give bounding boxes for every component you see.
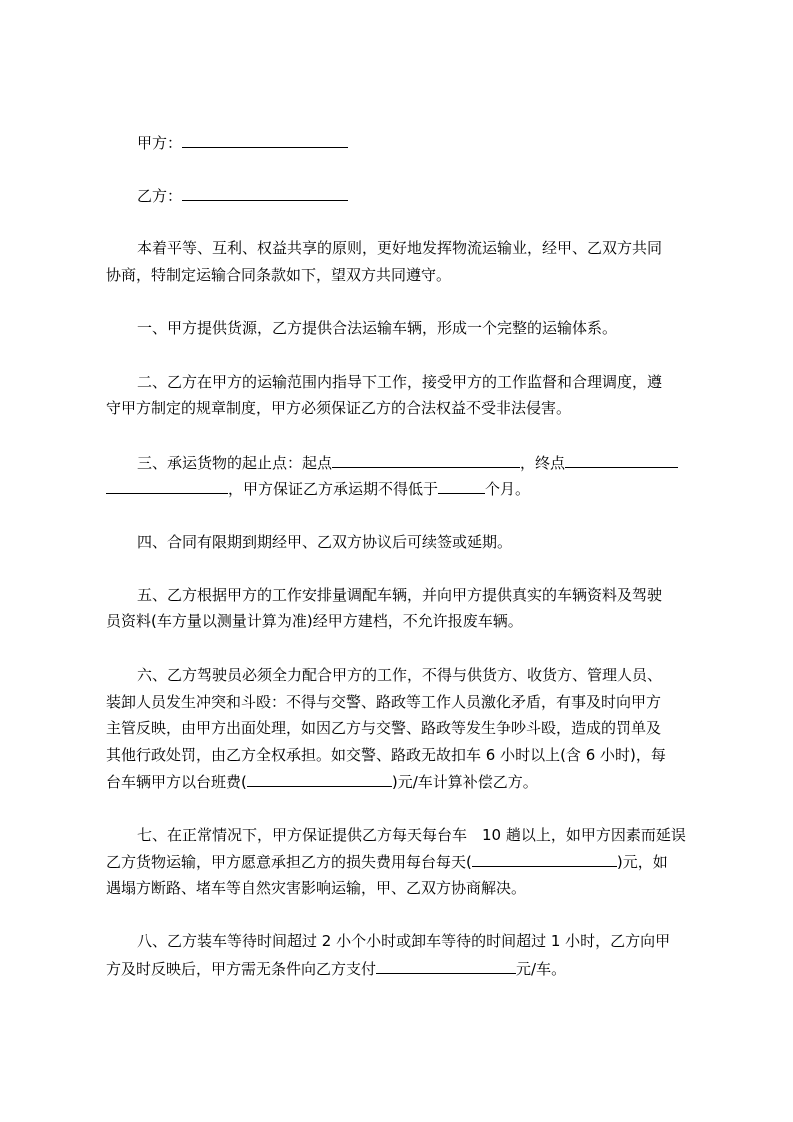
- clause-4-line-1: 四、合同有限期到期经甲、乙双方协议后可续签或延期。: [137, 533, 513, 551]
- intro-line-1: 本着平等、互利、权益共享的原则，更好地发挥物流运输业，经甲、乙双方共同: [137, 239, 663, 257]
- clause-5-line-1: 五、乙方根据甲方的工作安排量调配车辆，并向甲方提供真实的车辆资料及驾驶: [137, 586, 663, 604]
- party-a-label: 甲方：: [137, 134, 183, 152]
- end-point-blank-1[interactable]: [565, 453, 678, 468]
- party-a-line: [137, 133, 348, 152]
- clause-6-line-5: [106, 772, 538, 791]
- intro-line-2: 协商，特制定运输合同条款如下，望双方共同遵守。: [106, 266, 452, 284]
- party-b-line: [137, 186, 348, 205]
- clause-8-line-1: 八、乙方装车等待时间超过 2 小个小时或卸车等待的时间超过 1 小时，乙方向甲: [137, 932, 671, 950]
- waiting-pay-blank[interactable]: [376, 959, 516, 974]
- clause-3-start-label: 三、承运货物的起止点：起点: [137, 454, 333, 472]
- clause-6-line-3: 主管反映，由甲方出面处理，如因乙方与交警、路政等发生争吵斗殴，造成的罚单及: [106, 719, 662, 737]
- clause-7-loss-label: 乙方货物运输，甲方愿意承担乙方的损失费用每台每天(: [106, 853, 472, 871]
- end-point-blank-2[interactable]: [106, 479, 228, 494]
- clause-7-line-2: [106, 852, 668, 871]
- clause-3-line-1: [137, 453, 678, 472]
- clause-6-line-4: 其他行政处罚，由乙方全权承担。如交警、路政无故扣车 6 小时以上(含 6 小时)，每: [106, 746, 666, 764]
- start-point-blank[interactable]: [332, 453, 520, 468]
- clause-6-fee-unit: )元/车计算补偿乙方。: [391, 773, 538, 791]
- clause-3-line-2: [106, 479, 530, 498]
- clause-6-line-2: 装卸人员发生冲突和斗殴：不得与交警、路政等工作人员激化矛盾，有事及时向甲方: [106, 693, 662, 711]
- daily-loss-blank[interactable]: [472, 852, 617, 867]
- clause-6-line-1: 六、乙方驾驶员必须全力配合甲方的工作，不得与供货方、收货方、管理人员、: [137, 666, 663, 684]
- clause-3-period-label: ，甲方保证乙方承运期不得低于: [228, 480, 439, 498]
- party-b-label: 乙方：: [137, 187, 183, 205]
- clause-2-line-1: 二、乙方在甲方的运输范围内指导下工作，接受甲方的工作监督和合理调度，遵: [137, 373, 663, 391]
- clause-6-fee-label: 台车辆甲方以台班费(: [106, 773, 247, 791]
- clause-8-pay-unit: 元/车。: [516, 960, 567, 978]
- clause-7-line-1: 七、在正常情况下，甲方保证提供乙方每天每台车 10 趟以上，如甲方因素而延误: [137, 826, 686, 844]
- clause-1-line-1: 一、甲方提供货源，乙方提供合法运输车辆，形成一个完整的运输体系。: [137, 319, 618, 337]
- shift-fee-blank[interactable]: [247, 772, 392, 787]
- clause-2-line-2: 守甲方制定的规章制度，甲方必须保证乙方的合法权益不受非法侵害。: [106, 399, 572, 417]
- clause-7-line-3: 遇塌方断路、堵车等自然灾害影响运输，甲、乙双方协商解决。: [106, 879, 527, 897]
- clause-3-months-label: 个月。: [485, 480, 531, 498]
- clause-8-line-2: [106, 959, 566, 978]
- party-a-blank[interactable]: [182, 133, 348, 148]
- clause-5-line-2: 员资料(车方量以测量计算为准)经甲方建档，不允许报废车辆。: [106, 612, 523, 630]
- clause-3-end-label: ，终点: [520, 454, 566, 472]
- period-months-blank[interactable]: [438, 479, 485, 494]
- clause-7-loss-unit: )元，如: [616, 853, 668, 871]
- clause-8-pay-label: 方及时反映后，甲方需无条件向乙方支付: [106, 960, 377, 978]
- party-b-blank[interactable]: [182, 186, 348, 201]
